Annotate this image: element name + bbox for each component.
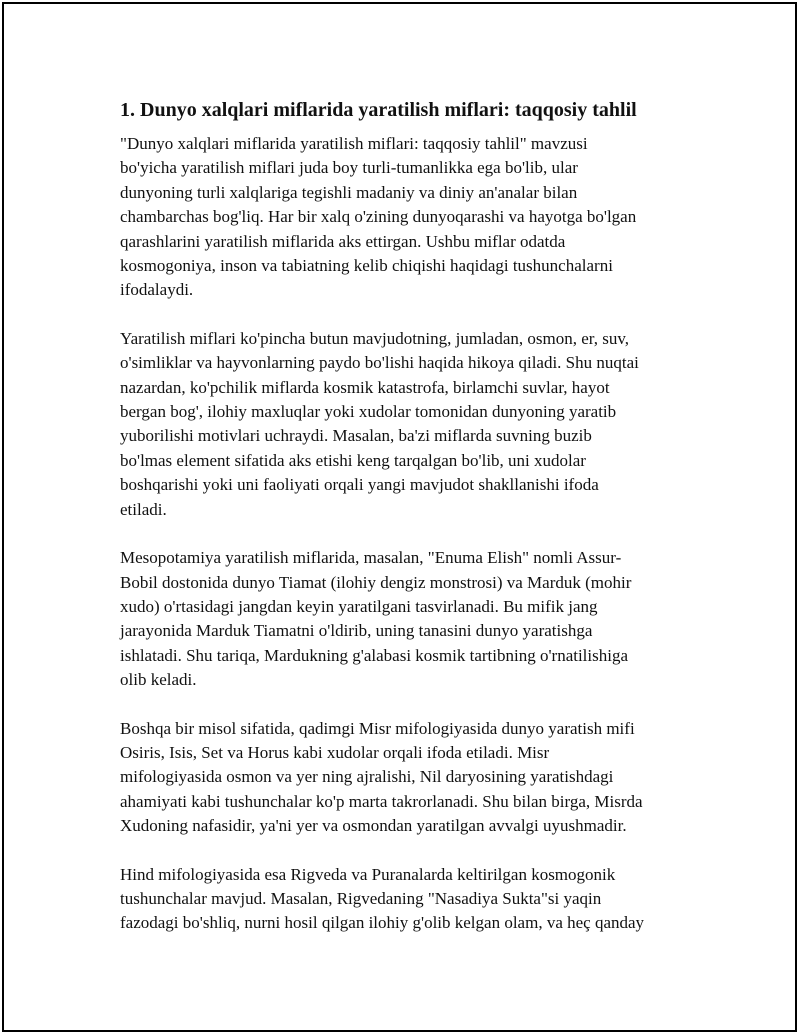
paragraph-list: [120, 132, 700, 936]
paragraph-line: dunyoning turli xalqlariga tegishli madaniy va diniy an'analar bilan: [120, 182, 578, 202]
paragraph-line: Hind mifologiyasida esa Rigveda va Puranalarda keltirilgan kosmogonik: [120, 864, 616, 884]
document-title: 1. Dunyo xalqlari miflarida yaratilish miflari: taqqosiy tahlil: [120, 99, 637, 121]
paragraph-line: Boshqa bir misol sifatida, qadimgi Misr mifologiyasida dunyo yaratish mifi: [120, 718, 635, 738]
paragraph-line: "Dunyo xalqlari miflarida yaratilish miflari: taqqosiy tahlil" mavzusi: [120, 134, 588, 153]
paragraph-line: kosmogoniya, inson va tabiatning kelib chiqishi haqidagi tushunchalarni: [120, 256, 613, 276]
paragraph-line: jarayonida Marduk Tiamatni o'ldirib, uning tanasini dunyo yaratishga: [120, 621, 593, 641]
paragraph-line: chambarchas bog'liq. Har bir xalq o'zining dunyoqarashi va hayotga bo'lgan: [120, 207, 637, 227]
paragraph: [120, 327, 700, 522]
paragraph-line: fazodagi bo'shliq, nurni hosil qilgan ilohiy g'olib kelgan olam, va heç qanday: [120, 913, 645, 933]
paragraph-line: nazardan, ko'pchilik miflarda kosmik katastrofa, birlamchi suvlar, hayot: [120, 377, 610, 397]
paragraph-line: yuborilishi motivlari uchraydi. Masalan, ba'zi miflarda suvning buzib: [120, 426, 592, 446]
paragraph-line: boshqarishi yoki uni faoliyati orqali yangi mavjudot shakllanishi ifoda: [120, 475, 599, 495]
paragraph-line: etiladi.: [120, 499, 167, 519]
paragraph-line: ishlatadi. Shu tariqa, Mardukning g'alabasi kosmik tartibning o'rnatilishiga: [120, 645, 629, 665]
paragraph-line: Osiris, Isis, Set va Horus kabi xudolar orqali ifoda etiladi. Misr: [120, 742, 550, 762]
paragraph-line: Xudoning nafasidir, ya'ni yer va osmondan yaratilgan avvalgi uyushmadir.: [120, 816, 627, 836]
paragraph: [120, 863, 700, 936]
paragraph-line: ifodalaydi.: [120, 280, 194, 300]
paragraph-line: bo'yicha yaratilish miflari juda boy turli-tumanlikka ega bo'lib, ular: [120, 158, 578, 178]
paragraph: [120, 546, 700, 692]
paragraph-line: qarashlarini yaratilish miflarida aks ettirgan. Ushbu miflar odatda: [120, 231, 566, 251]
paragraph-line: bergan bog', ilohiy maxluqlar yoki xudolar tomonidan dunyoning yaratib: [120, 402, 617, 422]
paragraph: [120, 132, 700, 303]
paragraph-line: Mesopotamiya yaratilish miflarida, masalan, "Enuma Elish" nomli Assur-: [120, 548, 622, 568]
paragraph: [120, 717, 700, 839]
paragraph-line: ahamiyati kabi tushunchalar ko'p marta takrorlanadi. Shu bilan birga, Misrda: [120, 791, 643, 811]
paragraph-line: o'simliklar va hayvonlarning paydo bo'lishi haqida hikoya qiladi. Shu nuqtai: [120, 353, 639, 373]
paragraph-line: xudo) o'rtasidagi jangdan keyin yaratilgani tasvirlanadi. Bu mifik jang: [120, 596, 598, 616]
paragraph-line: Bobil dostonida dunyo Tiamat (ilohiy dengiz monstrosi) va Marduk (mohir: [120, 572, 632, 592]
paragraph-line: mifologiyasida osmon va yer ning ajralishi, Nil daryosining yaratishdagi: [120, 767, 614, 787]
paragraph-line: tushunchalar mavjud. Masalan, Rigvedaning "Nasadiya Sukta"si yaqin: [120, 888, 602, 908]
document-body: [120, 97, 700, 960]
paragraph-line: olib keladi.: [120, 670, 197, 690]
page-frame: [2, 2, 797, 1032]
paragraph-line: Yaratilish miflari ko'pincha butun mavjudotning, jumladan, osmon, er, suv,: [120, 328, 630, 348]
paragraph-line: bo'lmas element sifatida aks etishi keng tarqalgan bo'lib, uni xudolar: [120, 450, 586, 470]
